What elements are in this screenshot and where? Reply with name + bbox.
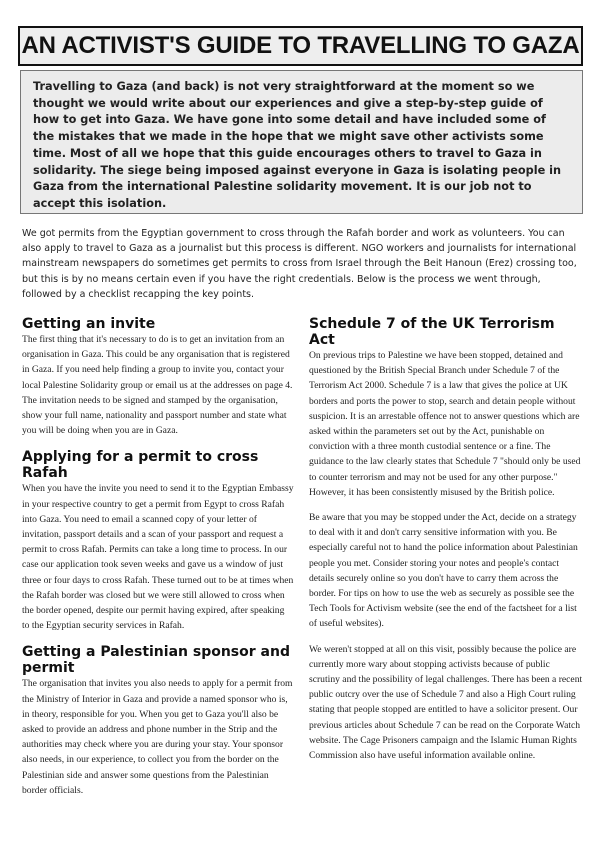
left-column	[22, 316, 294, 798]
right-column	[309, 316, 583, 763]
heading-getting-an-invite: Getting an invite	[22, 316, 156, 332]
title-box	[18, 26, 583, 66]
body-schedule-7-p2: Be aware that you may be stopped under the Act, decide on a strategy to deal with it and don't carry sensitive information with you. Be especially careful not to hand the police information about Palestinian people you met. Consider storing your notes and people's contact details securely online so you don't have to carry them across the border. For tips on how to use the web as securely as possible see the Tech Tools for Activism website (see the end of the factsheet for a list of useful websites).	[309, 512, 578, 630]
body-schedule-7-p3: We weren't stopped at all on this visit, possibly because the police are currently more wary about stopping activists because of public scrutiny and the possibility of legal challenges. There has been a recent public outcry over the use of Schedule 7 and also a High Court ruling stating that people stopped are entitled to have a solicitor present. Our previous articles about Schedule 7 can be read on the Corporate Watch website. The Cage Prisoners campaign and the Islamic Human Rights Commission also have useful information available online.	[309, 643, 583, 762]
heading-palestinian-sponsor: Getting a Palestinian sponsor and permit	[22, 644, 290, 677]
body-schedule-7-p1: On previous trips to Palestine we have been stopped, detained and questioned by the British Special Branch under Schedule 7 of the Terrorism Act 2000. Schedule 7 is a law that gives the police at UK borders and ports the power to stop, search and detain people without suspicion. It is an arrestable offence not to answer questions which are asked within the parameters set out by the Act, punishable on conviction with a three month custodial sentence or a fine. The guidance to the law clearly states that Schedule 7 "should only be used to counter terrorism and may not be used for any other purpose." However, it has been consistently misused by the British police.	[309, 350, 581, 498]
page-title: AN ACTIVIST'S GUIDE TO TRAVELLING TO GAZA	[21, 32, 580, 59]
body-palestinian-sponsor: The organisation that invites you also needs to apply for a permit from the Ministry of Interior in Gaza and provide a named sponsor who is, in theory, responsible for you. When you get to Gaza you'll also be asked to provide an address and phone number in the Strip and the authorities may check where you are during your stay. Your sponsor also needs, in our experience, to collect you from the border on the Palestinian side and answer some questions from the Palestinian border officials.	[22, 678, 293, 796]
body-applying-for-permit: When you have the invite you need to send it to the Egyptian Embassy in your respective country to get a permit from Egypt to cross Rafah into Gaza. You need to email a scanned copy of your letter of invitation, passport details and a scan of your passport and request a permit to cross Rafah. Permits can take a long time to process. In our case our application took seven weeks and gave us a window of just three or four days to cross Rafah. These turned out to be at times when the Rafah border was closed but we were still allowed to cross when the border opened, despite our permit having expired, after speaking to the Egyptian security services in Rafah.	[22, 483, 294, 632]
lead-paragraph: We got permits from the Egyptian government to cross through the Rafah border and work as volunteers. You can also apply to travel to Gaza as a journalist but this process is different. NGO workers and journalists for international mainstream newspapers do sometimes get permits to cross from Israel through the Beit Hanoun (Erez) crossing too, but this is by no means certain even if you have the right credentials. Below is the process we went through, followed by a checklist recapping the key points.	[22, 228, 577, 300]
body-getting-an-invite: The first thing that it's necessary to do is to get an invitation from an organisation in Gaza. This could be any organisation that is registered in Gaza. If you need help finding a group to invite you, contact your local Palestine Solidarity group or email us at the addresses on page 4. The invitation needs to be signed and stamped by the organisation, show your full name, nationality and passport number and state what you will be doing when you are in Gaza.	[22, 334, 293, 437]
heading-schedule-7: Schedule 7 of the UK Terrorism Act	[309, 316, 555, 348]
intro-paragraph: Travelling to Gaza (and back) is not very straightforward at the moment so we thought we would write about our experiences and give a step-by-step guide of how to get into Gaza. We have gone into some detail and have included some of the mistakes that we made in the hope that we might save other activists some time. Most of all we hope that this guide encourages others to travel to Gaza in solidarity. The siege being imposed against everyone in Gaza is isolating people in Gaza from the international Palestine solidarity movement. It is our job not to accept this isolation.	[33, 80, 562, 210]
heading-applying-for-permit: Applying for a permit to cross Rafah	[22, 449, 259, 482]
intro-box	[20, 70, 583, 214]
